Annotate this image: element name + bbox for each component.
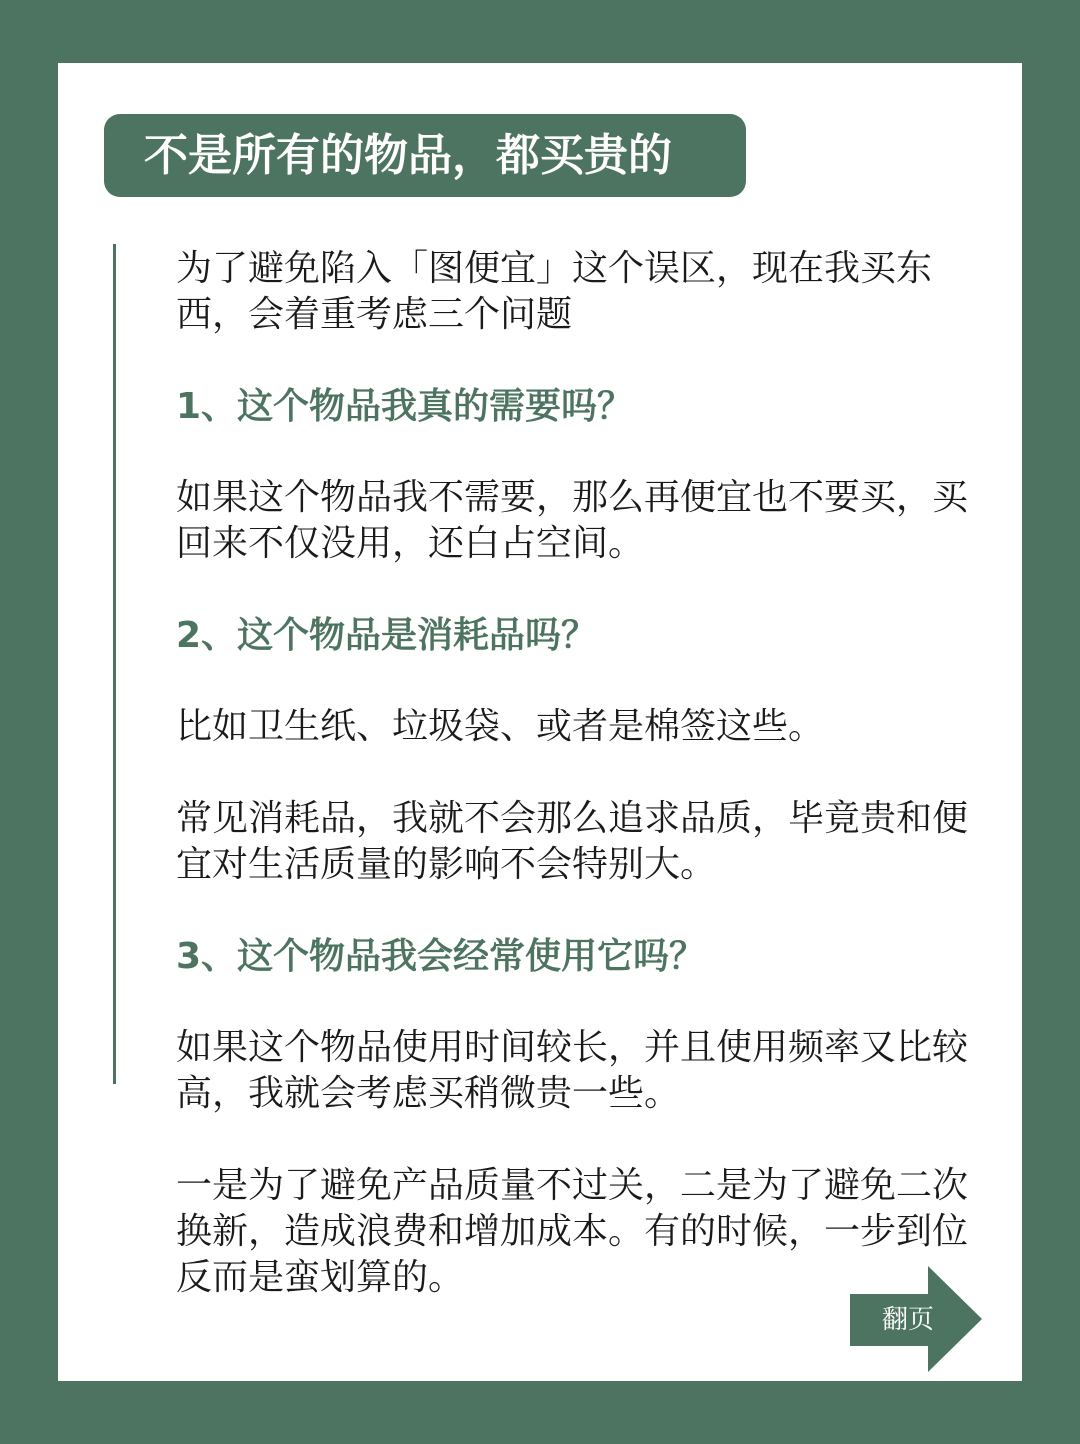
answer-2-paragraph-b: 常见消耗品，我就不会那么追求品质，毕竟贵和便宜对生活质量的影响不会特别大。 — [176, 798, 969, 885]
answer-3-paragraph-b: 一是为了避免产品质量不过关，二是为了避免二次换新，造成浪费和增加成本。有的时候，一步到位反而是蛮划算的。 — [176, 1165, 969, 1298]
content-card — [58, 63, 1022, 1381]
next-page-label: 翻页 — [881, 1305, 934, 1335]
article-body — [176, 246, 982, 1347]
intro-paragraph: 为了避免陷入「图便宜」这个误区，现在我买东西，会着重考虑三个问题 — [176, 248, 933, 335]
answer-3-paragraph-a: 如果这个物品使用时间较长，并且使用频率又比较高，我就会考虑买稍微贵一些。 — [176, 1027, 969, 1114]
question-3: 3、这个物品我会经常使用它吗？ — [176, 936, 706, 977]
accent-divider — [113, 244, 116, 1084]
page-title: 不是所有的物品，都买贵的 — [104, 114, 746, 197]
question-2: 2、这个物品是消耗品吗？ — [176, 615, 598, 656]
answer-2-paragraph-a: 比如卫生纸、垃圾袋、或者是棉签这些。 — [176, 706, 825, 747]
question-1: 1、这个物品我真的需要吗？ — [176, 386, 634, 427]
next-page-button[interactable] — [850, 1266, 982, 1372]
answer-1-paragraph: 如果这个物品我不需要，那么再便宜也不要买，买回来不仅没用，还白占空间。 — [176, 477, 969, 564]
